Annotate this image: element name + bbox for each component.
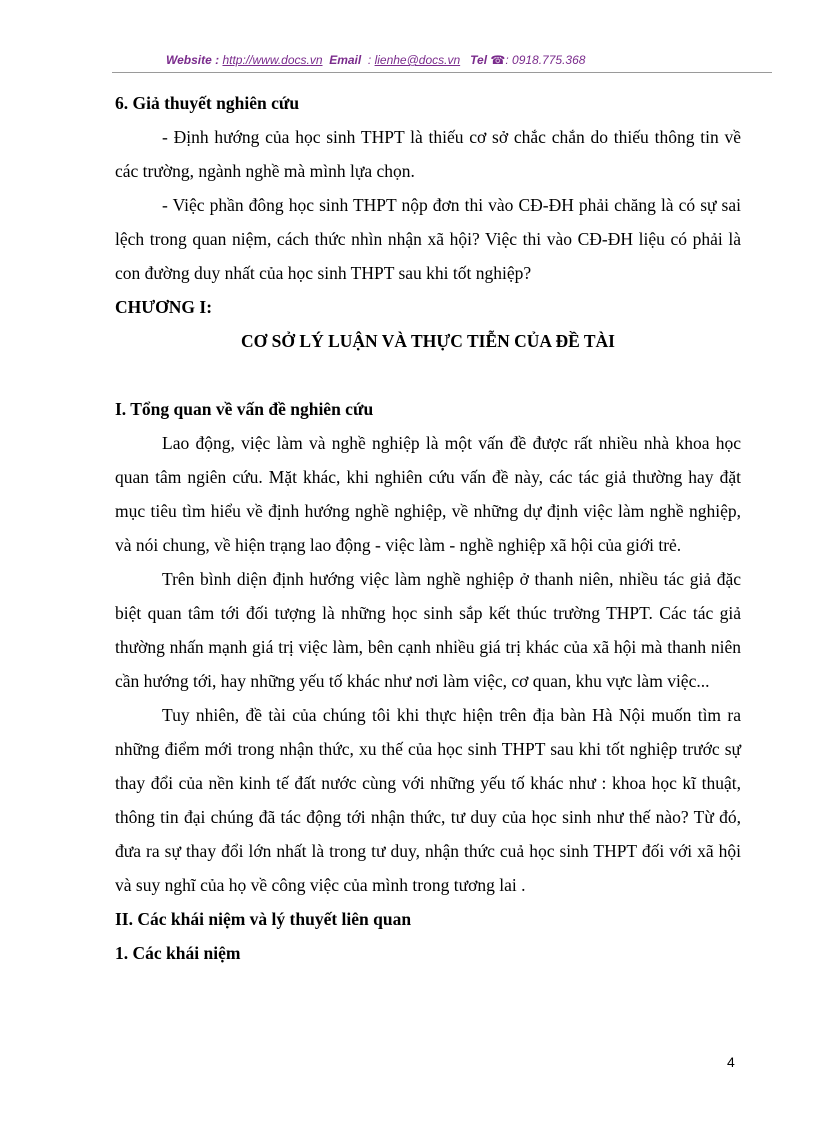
overview-paragraph-3: Tuy nhiên, đề tài của chúng tôi khi thực hiện trên địa bàn Hà Nội muốn tìm ra những điểm mới trong nhận thức, xu thế của học sinh THPT sau khi tốt nghiệp trước sự thay đổi của nền kinh tế đất nước cùng với những yếu tố khác như : khoa học kĩ thuật, thông tin đại chúng đã tác động tới nhận thức, tư duy của học sinh như thế nào? Từ đó, đưa ra sự thay đổi lớn nhất là trong tư duy, nhận thức cuả học sinh THPT đối với xã hội và suy nghĩ của họ về công việc của mình trong tương lai . <box>115 705 741 895</box>
document-body <box>115 86 741 970</box>
chapter-title: CƠ SỞ LÝ LUẬN VÀ THỰC TIỄN CỦA ĐỀ TÀI <box>241 331 615 351</box>
part-2-heading: II. Các khái niệm và lý thuyết liên quan <box>115 909 412 929</box>
page-header <box>112 51 772 73</box>
blank-line <box>115 358 741 392</box>
overview-paragraph-2: Trên bình diện định hướng việc làm nghề nghiệp ở thanh niên, nhiều tác giả đặc biệt quan tâm tới đối tượng là những học sinh sắp kết thúc trường THPT. Các tác giả thường nhấn mạnh giá trị việc làm, bên cạnh nhiều giá trị khác của xã hội mà thanh niên cần hướng tới, hay những yếu tố khác như nơi làm việc, cơ quan, khu vực làm việc... <box>115 569 741 691</box>
email-separator: : <box>367 53 372 67</box>
hypothesis-paragraph-1: - Định hướng của học sinh THPT là thiếu cơ sở chắc chắn do thiếu thông tin về các trường, ngành nghề mà mình lựa chọn. <box>115 127 741 181</box>
website-link[interactable]: http://www.docs.vn <box>222 53 323 67</box>
email-link[interactable]: lienhe@docs.vn <box>374 53 461 67</box>
concepts-heading: 1. Các khái niệm <box>115 943 241 963</box>
header-divider <box>112 72 772 73</box>
chapter-label: CHƯƠNG I: <box>115 297 213 317</box>
website-label: Website : <box>166 53 220 67</box>
phone-icon: ☎ <box>490 53 506 67</box>
email-label: Email <box>329 53 362 67</box>
hypothesis-paragraph-2: - Việc phần đông học sinh THPT nộp đơn thi vào CĐ-ĐH phải chăng là có sự sai lệch trong quan niệm, cách thức nhìn nhận xã hội? Việc thi vào CĐ-ĐH liệu có phải là con đường duy nhất của học sinh THPT sau khi tốt nghiệp? <box>115 195 741 283</box>
page-number: 4 <box>727 1054 735 1070</box>
tel-label: Tel <box>470 53 488 67</box>
part-1-heading: I. Tổng quan về vấn đề nghiên cứu <box>115 399 374 419</box>
tel-value: : 0918.775.368 <box>505 53 586 67</box>
overview-paragraph-1: Lao động, việc làm và nghề nghiệp là một vấn đề được rất nhiều nhà khoa học quan tâm ngiên cứu. Mặt khác, khi nghiên cứu vấn đề này, các tác giả thường hay đặt mục tiêu tìm hiểu về định hướng nghề nghiệp, về những dự định việc làm nghề nghiệp, và nói chung, về hiện trạng lao động - việc làm - nghề nghiệp xã hội của giới trẻ. <box>115 433 741 555</box>
section-6-heading: 6. Giả thuyết nghiên cứu <box>115 93 300 113</box>
